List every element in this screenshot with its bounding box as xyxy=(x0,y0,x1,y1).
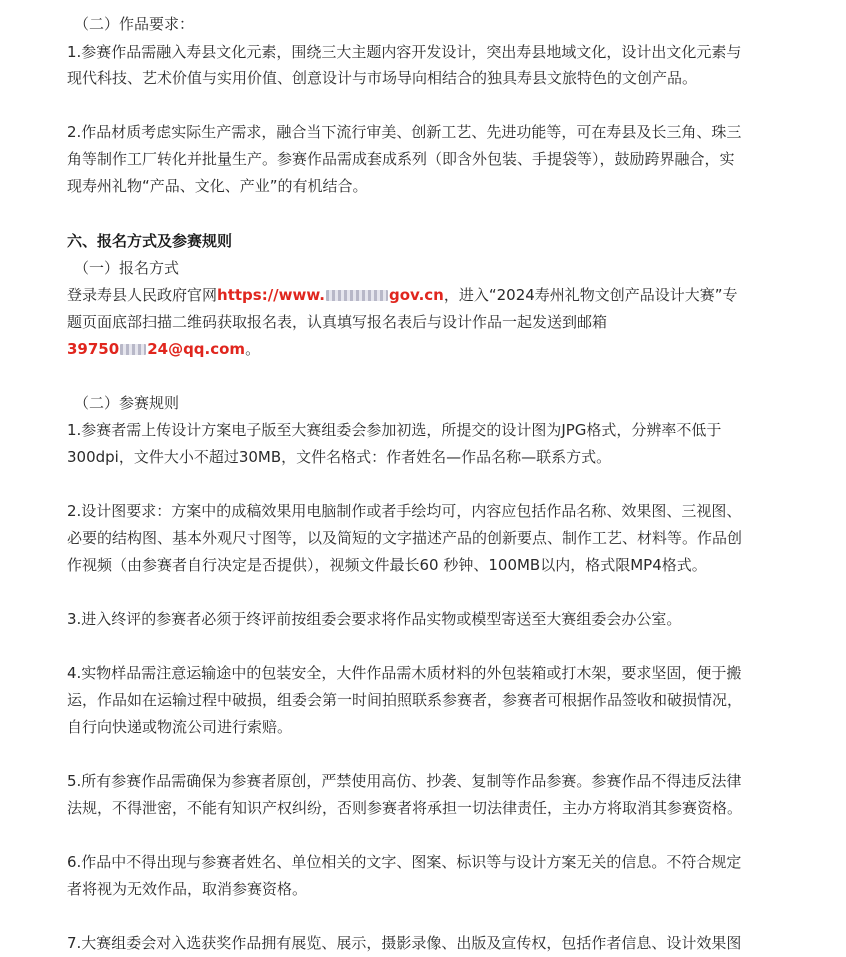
registration-text: 登录寿县人民政府官网 xyxy=(67,286,218,304)
rule-line: 2.设计图要求：方案中的成稿效果用电脑制作或者手绘均可，内容应包括作品名称、效果图、三视图、 xyxy=(67,502,742,520)
rule-line: 6.作品中不得出现与参赛者姓名、单位相关的文字、图案、标识等与设计方案无关的信息。不符合规定 xyxy=(67,853,742,871)
redacted-text xyxy=(326,290,388,301)
rule-line: 必要的结构图、基本外观尺寸图等，以及简短的文字描述产品的创新要点、制作工艺、材料等。作品创 xyxy=(67,529,743,547)
rule-line: 4.实物样品需注意运输途中的包装安全，大件作品需木质材料的外包装箱或打木架，要求坚固，便于搬 xyxy=(67,664,742,682)
section-title: 六、报名方式及参赛规则 xyxy=(67,232,233,250)
rule-line: 7.大赛组委会对入选获奖作品拥有展览、展示，摄影录像、出版及宣传权，包括作者信息、设计效果图 xyxy=(67,934,742,952)
subheading-registration: （一）报名方式 xyxy=(74,259,180,277)
rule-line: 300dpi，文件大小不超过30MB，文件名格式：作者姓名—作品名称—联系方式。 xyxy=(67,448,612,466)
rule-line: 1.参赛者需上传设计方案电子版至大赛组委会参加初选，所提交的设计图为JPG格式，分辨率不低于 xyxy=(67,421,722,439)
registration-text: ，进入“2024寿州礼物文创产品设计大赛”专 xyxy=(443,286,738,304)
subheading-rules: （二）参赛规则 xyxy=(74,394,180,412)
rule-line: 自行向快递或物流公司进行索赔。 xyxy=(67,718,293,736)
paragraph-line: 题页面底部扫描二维码获取报名表，认真填写报名表后与设计作品一起发送到邮箱 xyxy=(67,313,608,331)
paragraph-line: 角等制作工厂转化并批量生产。参赛作品需成套成系列（即含外包装、手提袋等），鼓励跨界融合，实 xyxy=(67,150,735,168)
paragraph-line: 1.参赛作品需融入寿县文化元素，围绕三大主题内容开发设计，突出寿县地域文化，设计出文化元素与 xyxy=(67,43,742,61)
rule-line: 3.进入终评的参赛者必须于终评前按组委会要求将作品实物或模型寄送至大赛组委会办公室。 xyxy=(67,610,682,628)
rule-line: 作视频（由参赛者自行决定是否提供），视频文件最长60 秒钟、100MB以内，格式限MP4格式。 xyxy=(67,556,707,574)
registration-line xyxy=(67,285,738,305)
paragraph-line: 现寿州礼物“产品、文化、产业”的有机结合。 xyxy=(67,177,368,195)
heading-work-requirements: （二）作品要求： xyxy=(74,15,195,33)
email-link[interactable]: 39750 24@qq.com xyxy=(67,340,246,358)
rule-line: 5.所有参赛作品需确保为参赛者原创，严禁使用高仿、抄袭、复制等作品参赛。参赛作品不得违反法律 xyxy=(67,772,742,790)
redacted-text xyxy=(120,344,146,355)
rule-line: 者将视为无效作品，取消参赛资格。 xyxy=(67,880,308,898)
rule-line: 运，作品如在运输过程中破损，组委会第一时间拍照联系参赛者，参赛者可根据作品签收和破损情况， xyxy=(67,691,743,709)
email-line: 39750 24@qq.com。 xyxy=(67,340,261,358)
paragraph-line: 2.作品材质考虑实际生产需求，融合当下流行审美、创新工艺、先进功能等，可在寿县及长三角、珠三 xyxy=(67,123,742,141)
rule-line: 法规，不得泄密，不能有知识产权纠纷，否则参赛者将承担一切法律责任，主办方将取消其参赛资格。 xyxy=(67,799,743,817)
website-link[interactable]: https://www. gov.cn xyxy=(217,286,444,304)
paragraph-line: 现代科技、艺术价值与实用价值、创意设计与市场导向相结合的独具寿县文旅特色的文创产品。 xyxy=(67,69,698,87)
